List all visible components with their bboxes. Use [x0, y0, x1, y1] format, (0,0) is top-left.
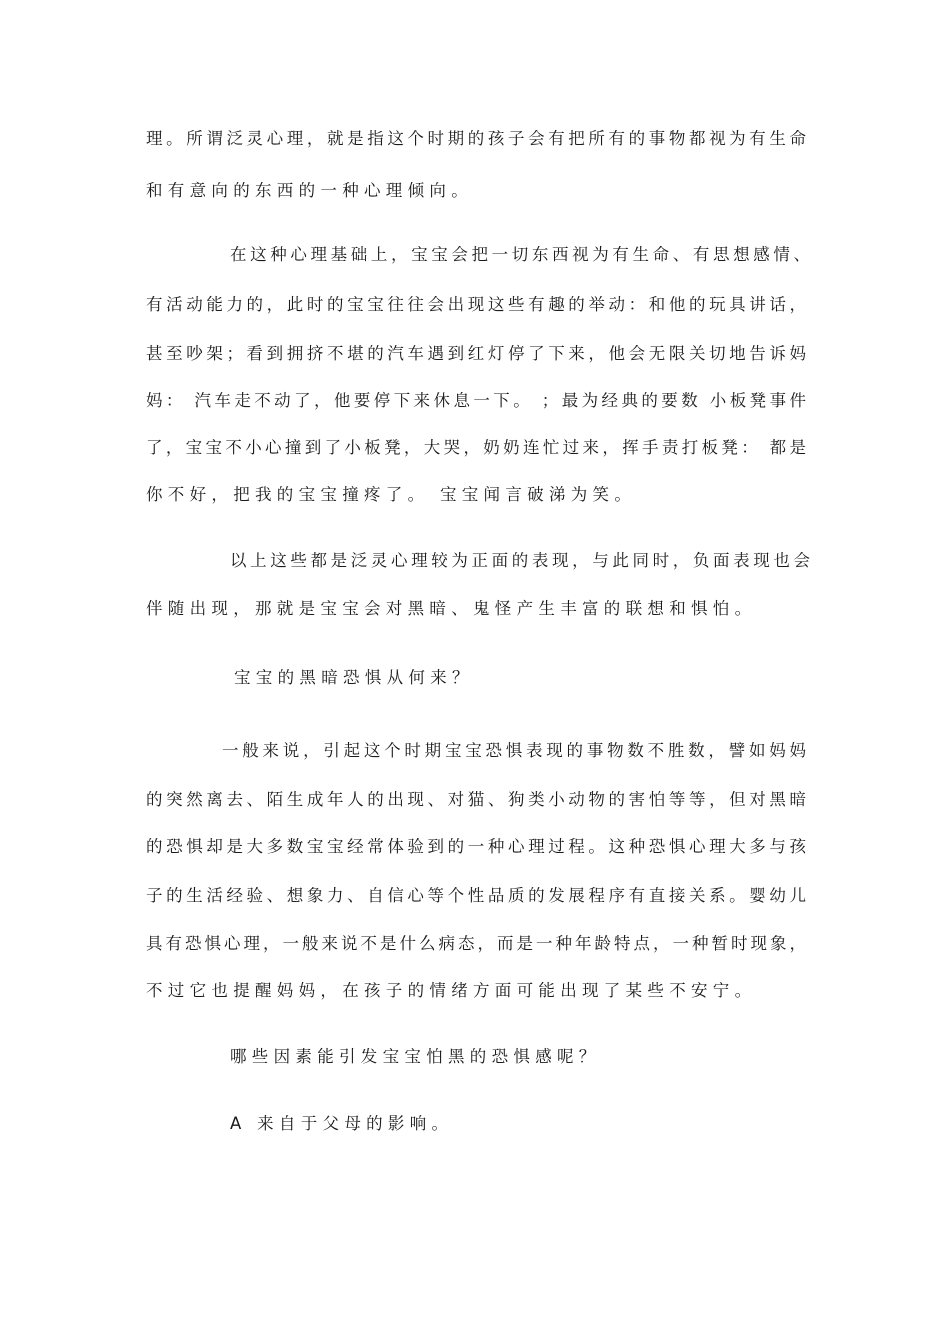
- paragraph-line: 的恐惧却是大多数宝宝经常体验到的一种心理过程。这种恐惧心理大多与孩: [146, 837, 806, 856]
- paragraph-line: 伴随出现，那就是宝宝会对黑暗、鬼怪产生丰富的联想和惧怕。: [146, 599, 757, 618]
- paragraph-line: 甚至吵架；看到拥挤不堪的汽车遇到红灯停了下来，他会无限关切地告诉妈: [146, 344, 806, 363]
- paragraph-line: 不过它也提醒妈妈，在孩子的情绪方面可能出现了某些不安宁。: [146, 981, 757, 1000]
- paragraph-line: 具有恐惧心理，一般来说不是什么病态，而是一种年龄特点，一种暂时现象，: [146, 934, 806, 953]
- paragraph-line: 在这种心理基础上，宝宝会把一切东西视为有生命、有思想感情、: [230, 245, 810, 264]
- section-heading: 哪些因素能引发宝宝怕黑的恐惧感呢？: [230, 1047, 601, 1066]
- paragraph-line: 了，宝宝不小心撞到了小板凳，大哭，奶奶连忙过来，挥手责打板凳： 都是: [146, 438, 806, 457]
- paragraph-line: 有活动能力的，此时的宝宝往往会出现这些有趣的举动：和他的玩具讲话，: [146, 295, 806, 314]
- paragraph-line: 一般来说，引起这个时期宝宝恐惧表现的事物数不胜数，譬如妈妈: [222, 741, 806, 760]
- paragraph-line: 理。所谓泛灵心理，就是指这个时期的孩子会有把所有的事物都视为有生命: [146, 129, 806, 148]
- paragraph-line: 的突然离去、陌生成年人的出现、对猫、狗类小动物的害怕等等，但对黑暗: [146, 790, 806, 809]
- paragraph-line: 子的生活经验、想象力、自信心等个性品质的发展程序有直接关系。婴幼儿: [146, 886, 806, 905]
- paragraph-line: 和有意向的东西的一种心理倾向。: [146, 181, 473, 200]
- paragraph-line: 你不好，把我的宝宝撞疼了。 宝宝闻言破涕为笑。: [146, 485, 637, 504]
- paragraph-line: 妈： 汽车走不动了，他要停下来休息一下。 ；最为经典的要数 小板凳事件: [146, 391, 806, 410]
- paragraph-line: 以上这些都是泛灵心理较为正面的表现，与此同时，负面表现也会: [230, 551, 810, 570]
- subsection-heading: A 来自于父母的影响。: [230, 1114, 454, 1133]
- section-heading: 宝宝的黑暗恐惧从何来？: [234, 668, 474, 687]
